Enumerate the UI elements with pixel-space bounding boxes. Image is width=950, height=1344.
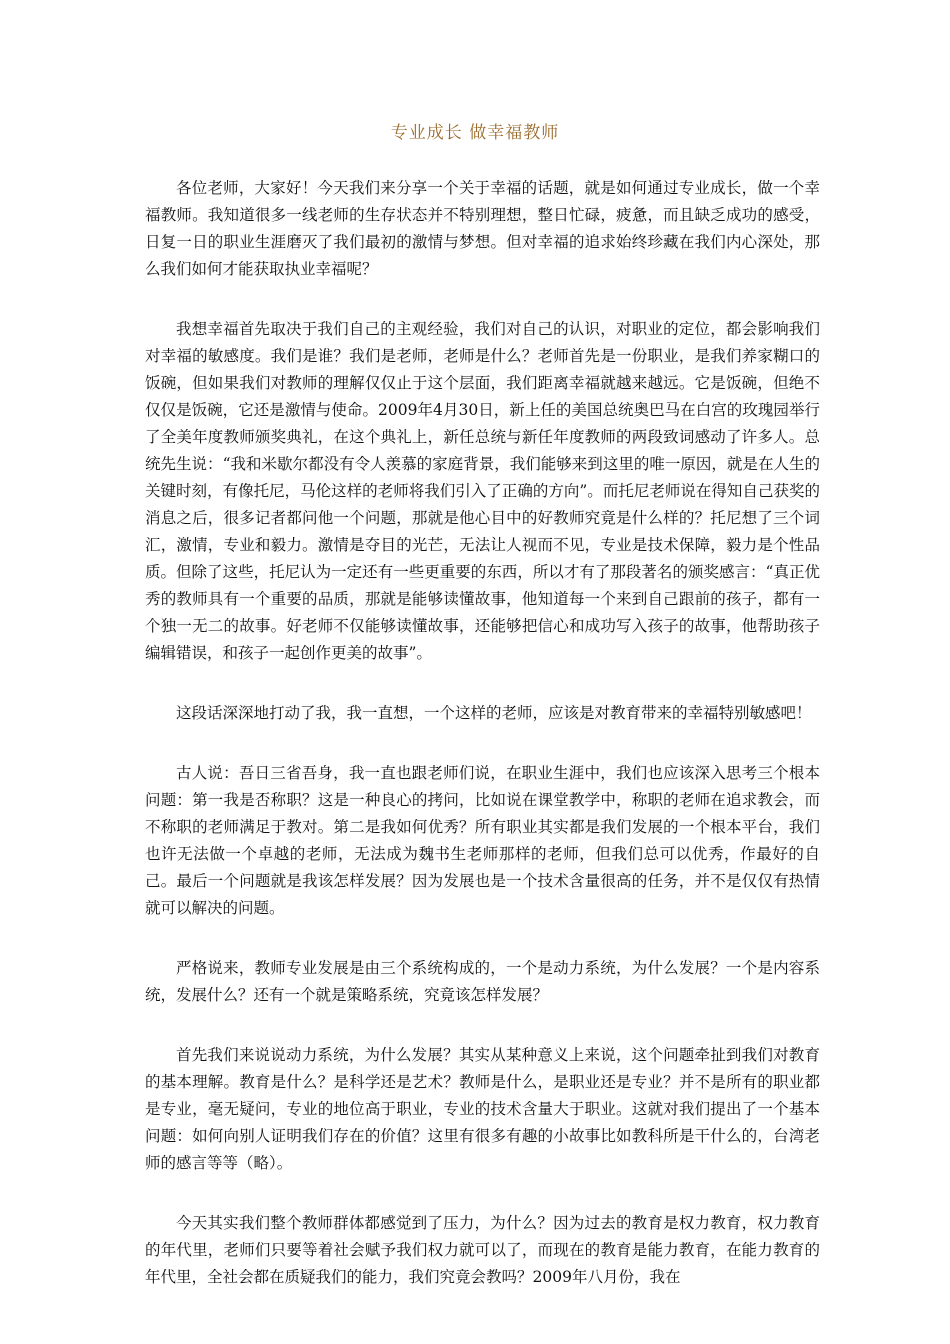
paragraph: 古人说：吾日三省吾身，我一直也跟老师们说，在职业生涯中，我们也应该深入思考三个根本问题：第一我是否称职？这是一种良心的拷问，比如说在课堂教学中，称职的老师在追求教会，而不称职的老师满足于教对。第二是我如何优秀？所有职业其实都是我们发展的一个根本平台，我们也许无法做一个卓越的老师，无法成为魏书生老师那样的老师，但我们总可以优秀，作最好的自己。最后一个问题就是我该怎样发展？因为发展也是一个技术含量很高的任务，并不是仅仅有热情就可以解决的问题。 [145,764,820,917]
paragraph: 这段话深深地打动了我，我一直想，一个这样的老师，应该是对教育带来的幸福特别敏感吧！ [176,704,812,722]
document-title: 专业成长 做幸福教师 [390,123,560,143]
paragraph: 首先我们来说说动力系统，为什么发展？其实从某种意义上来说，这个问题牵扯到我们对教育的基本理解。教育是什么？是科学还是艺术？教师是什么，是职业还是专业？并不是所有的职业都是专业，毫无疑问，专业的地位高于职业，专业的技术含量大于职业。这就对我们提出了一个基本问题：如何向别人证明我们存在的价值？这里有很多有趣的小故事比如教科所是干什么的，台湾老师的感言等等（略）。 [145,1046,820,1172]
paragraph: 各位老师，大家好！今天我们来分享一个关于幸福的话题，就是如何通过专业成长，做一个幸福教师。我知道很多一线老师的生存状态并不特别理想，整日忙碌，疲惫，而且缺乏成功的感受，日复一日的职业生涯磨灭了我们最初的激情与梦想。但对幸福的追求始终珍藏在我们内心深处，那么我们如何才能获取执业幸福呢？ [145,179,820,278]
document-body [145,175,820,1324]
paragraph: 我想幸福首先取决于我们自己的主观经验，我们对自己的认识，对职业的定位，都会影响我们对幸福的敏感度。我们是谁？我们是老师，老师是什么？老师首先是一份职业，是我们养家糊口的饭碗，但如果我们对教师的理解仅仅止于这个层面，我们距离幸福就越来越远。它是饭碗，但绝不仅仅是饭碗，它还是激情与使命。2009年4月30日，新上任的美国总统奥巴马在白宫的玫瑰园举行了全美年度教师颁奖典礼，在这个典礼上，新任总统与新任年度教师的两段致词感动了许多人。总统先生说：“我和米歇尔都没有令人羡慕的家庭背景，我们能够来到这里的唯一原因，就是在人生的关键时刻，有像托尼，马伦这样的老师将我们引入了正确的方向”。而托尼老师说在得知自己获奖的消息之后，很多记者都问他一个问题，那就是他心目中的好教师究竟是什么样的？托尼想了三个词汇，激情，专业和毅力。激情是夺目的光芒，无法让人视而不见，专业是技术保障，毅力是个性品质。但除了这些，托尼认为一定还有一些更重要的东西，所以才有了那段著名的颁奖感言：“真正优秀的教师具有一个重要的品质，那就是能够读懂故事，他知道每一个来到自己跟前的孩子，都有一个独一无二的故事。好老师不仅能够读懂故事，还能够把信心和成功写入孩子的故事，他帮助孩子编辑错误，和孩子一起创作更美的故事”。 [145,320,820,662]
paragraph: 严格说来，教师专业发展是由三个系统构成的，一个是动力系统，为什么发展？一个是内容系统，发展什么？还有一个就是策略系统，究竟该怎样发展？ [145,959,820,1004]
paragraph: 今天其实我们整个教师群体都感觉到了压力，为什么？因为过去的教育是权力教育，权力教育的年代里，老师们只要等着社会赋予我们权力就可以了，而现在的教育是能力教育，在能力教育的年代里，全社会都在质疑我们的能力，我们究竟会教吗？2009年八月份，我在 [145,1214,820,1286]
